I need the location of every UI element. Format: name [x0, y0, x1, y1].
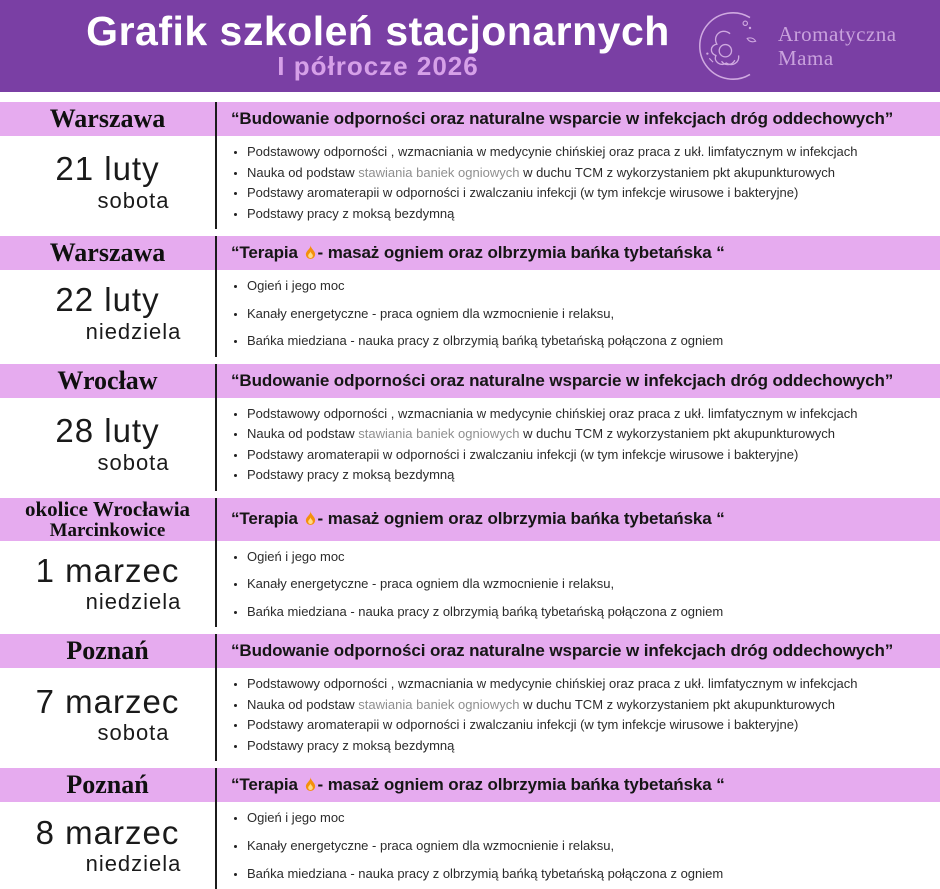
session-title — [215, 636, 940, 666]
session-list — [0, 92, 940, 889]
session-banner — [0, 236, 940, 270]
session-title — [215, 104, 940, 134]
city-cell — [0, 239, 215, 267]
date-cell — [0, 270, 215, 357]
session-topics — [215, 668, 940, 761]
session-banner — [0, 634, 940, 668]
text-segment: w duchu TCM z wykorzystaniem pkt akupunkturowych — [519, 164, 835, 180]
session-title — [215, 238, 940, 268]
column-divider-line — [215, 236, 217, 357]
topic-item — [247, 737, 926, 755]
session-title — [215, 504, 940, 534]
topic-item — [247, 837, 926, 855]
column-divider-line — [215, 364, 217, 491]
city-label: Warszawa — [49, 238, 166, 268]
text-segment: “Budowanie odporności oraz naturalne wsparcie w infekcjach dróg oddechowych” — [231, 641, 894, 661]
topic-item — [247, 809, 926, 827]
session-content — [0, 270, 940, 357]
session-banner — [0, 102, 940, 136]
session-topics — [215, 270, 940, 357]
session-date: 22 luty — [55, 281, 160, 319]
flame-icon — [304, 777, 317, 792]
text-segment: “Budowanie odporności oraz naturalne wsparcie w infekcjach dróg oddechowych” — [231, 109, 894, 128]
session-topics — [215, 802, 940, 889]
topic-item — [247, 184, 926, 202]
flame-icon — [304, 245, 317, 260]
session-topics — [215, 541, 940, 628]
topic-item — [247, 716, 926, 734]
session-content — [0, 668, 940, 761]
topic-item — [247, 466, 926, 484]
topic-item — [247, 603, 926, 621]
session-topics — [215, 398, 940, 491]
column-divider-line — [215, 102, 217, 229]
column-divider-line — [215, 768, 217, 889]
date-cell — [0, 668, 215, 761]
session-banner — [0, 364, 940, 398]
session-title — [215, 366, 940, 396]
brand-name-line1: Aromatyczna — [778, 21, 897, 46]
topic-item — [247, 205, 926, 223]
text-segment: Podstawy pracy z moksą bezdymną — [247, 737, 455, 753]
topic-item — [247, 696, 926, 714]
topic-item — [247, 164, 926, 182]
date-cell — [0, 541, 215, 628]
city-label: okolice Wrocławia — [24, 497, 191, 522]
topic-item — [247, 575, 926, 593]
header — [0, 0, 940, 92]
text-segment: Podstawowy odporności , wzmacniania w medycynie chińskiej oraz praca z ukł. limfatycznym w infekcjach — [247, 405, 858, 421]
city-label: Poznań — [66, 770, 149, 800]
highlighted-text-segment: stawiania baniek ogniowych — [358, 696, 520, 712]
text-segment: w duchu TCM z wykorzystaniem pkt akupunkturowych — [519, 696, 835, 712]
text-segment: “Budowanie odporności oraz naturalne wsparcie w infekcjach dróg oddechowych” — [231, 370, 894, 390]
text-segment: - masaż ogniem oraz olbrzymia bańka tybetańska “ — [317, 775, 725, 795]
page-title: Grafik szkoleń stacjonarnych — [86, 7, 670, 54]
session-date: 21 luty — [55, 150, 160, 188]
session-date: 1 marzec — [35, 551, 180, 589]
flame-icon — [304, 511, 317, 526]
text-segment: Kanały energetyczne - praca ogniem dla wzmocnienie i relaksu, — [247, 576, 615, 592]
text-segment: Ogień i jego moc — [247, 548, 345, 564]
column-divider-line — [215, 634, 217, 761]
city-cell — [0, 637, 215, 665]
text-segment: Bańka miedziana - nauka pracy z olbrzymią bańką tybetańską połączona z ogniem — [247, 333, 724, 349]
city-label: Warszawa — [49, 103, 166, 133]
column-divider-line — [215, 498, 217, 627]
topic-item — [247, 405, 926, 423]
session-weekday: sobota — [97, 187, 170, 213]
brand-name — [778, 22, 897, 70]
date-cell — [0, 802, 215, 889]
highlighted-text-segment: stawiania baniek ogniowych — [358, 426, 520, 442]
session-content — [0, 136, 940, 229]
text-segment: Ogień i jego moc — [247, 810, 345, 826]
topic-item — [247, 446, 926, 464]
text-segment: Podstawy pracy z moksą bezdymną — [247, 467, 455, 483]
city-sublabel: Marcinkowice — [49, 519, 166, 541]
brand-name-line2: Mama — [778, 46, 834, 70]
text-segment: w duchu TCM z wykorzystaniem pkt akupunkturowych — [519, 426, 835, 442]
session-date: 8 marzec — [35, 813, 180, 851]
session-weekday: niedziela — [85, 850, 182, 876]
text-segment: Podstawy aromaterapii w odporności i zwalczaniu infekcji (w tym infekcje wirusowe i bakteryjne) — [247, 185, 799, 201]
session-date: 7 marzec — [35, 682, 180, 720]
text-segment: “Terapia — [231, 509, 303, 529]
city-label: Poznań — [66, 636, 149, 666]
session-weekday: niedziela — [85, 318, 182, 344]
session-row — [0, 634, 940, 761]
text-segment: - masaż ogniem oraz olbrzymia bańka tybetańska “ — [317, 243, 725, 263]
text-segment: “Terapia — [231, 243, 303, 263]
session-row — [0, 102, 940, 229]
date-cell — [0, 136, 215, 229]
session-date: 28 luty — [55, 412, 160, 450]
topic-item — [247, 277, 926, 295]
header-text — [0, 7, 696, 82]
topic-item — [247, 425, 926, 443]
text-segment: Bańka miedziana - nauka pracy z olbrzymią bańką tybetańską połączona z ogniem — [247, 865, 724, 881]
session-weekday: sobota — [97, 449, 170, 475]
highlighted-text-segment: stawiania baniek ogniowych — [358, 164, 520, 180]
topic-item — [247, 548, 926, 566]
session-content — [0, 541, 940, 628]
text-segment: Podstawowy odporności , wzmacniania w medycynie chińskiej oraz praca z ukł. limfatycznym w infekcjach — [247, 144, 858, 159]
session-row — [0, 236, 940, 357]
topic-item — [247, 305, 926, 323]
city-cell — [0, 498, 215, 541]
city-cell — [0, 367, 215, 395]
text-segment: Podstawy pracy z moksą bezdymną — [247, 205, 455, 221]
mother-child-logo-icon — [696, 9, 768, 83]
city-label: Wrocław — [57, 365, 158, 395]
text-segment: Podstawy aromaterapii w odporności i zwalczaniu infekcji (w tym infekcje wirusowe i bakteryjne) — [247, 446, 799, 462]
text-segment: Nauka od podstaw — [247, 426, 359, 442]
text-segment: Kanały energetyczne - praca ogniem dla wzmocnienie i relaksu, — [247, 305, 615, 321]
text-segment: Bańka miedziana - nauka pracy z olbrzymią bańką tybetańską połączona z ogniem — [247, 603, 724, 619]
text-segment: Nauka od podstaw — [247, 696, 359, 712]
session-row — [0, 768, 940, 889]
session-row — [0, 498, 940, 627]
session-banner — [0, 498, 940, 541]
topic-item — [247, 143, 926, 161]
text-segment: Ogień i jego moc — [247, 278, 345, 294]
text-segment: Kanały energetyczne - praca ogniem dla wzmocnienie i relaksu, — [247, 838, 615, 853]
brand-logo — [696, 9, 940, 83]
city-cell — [0, 771, 215, 799]
text-segment: Podstawy aromaterapii w odporności i zwalczaniu infekcji (w tym infekcje wirusowe i bakteryjne) — [247, 717, 799, 733]
session-weekday: niedziela — [85, 589, 182, 615]
session-banner — [0, 768, 940, 802]
text-segment: Nauka od podstaw — [247, 164, 359, 180]
page-subtitle: I półrocze 2026 — [277, 51, 479, 82]
date-cell — [0, 398, 215, 491]
text-segment: “Terapia — [231, 775, 303, 795]
session-topics — [215, 136, 940, 229]
topic-item — [247, 865, 926, 883]
city-cell — [0, 105, 215, 133]
topic-item — [247, 332, 926, 350]
session-content — [0, 802, 940, 889]
text-segment: - masaż ogniem oraz olbrzymia bańka tybetańska “ — [317, 509, 725, 529]
session-weekday: sobota — [97, 720, 170, 745]
text-segment: Podstawowy odporności , wzmacniania w medycynie chińskiej oraz praca z ukł. limfatycznym w infekcjach — [247, 676, 858, 692]
session-row — [0, 364, 940, 491]
topic-item — [247, 675, 926, 693]
session-title — [215, 770, 940, 800]
session-content — [0, 398, 940, 491]
